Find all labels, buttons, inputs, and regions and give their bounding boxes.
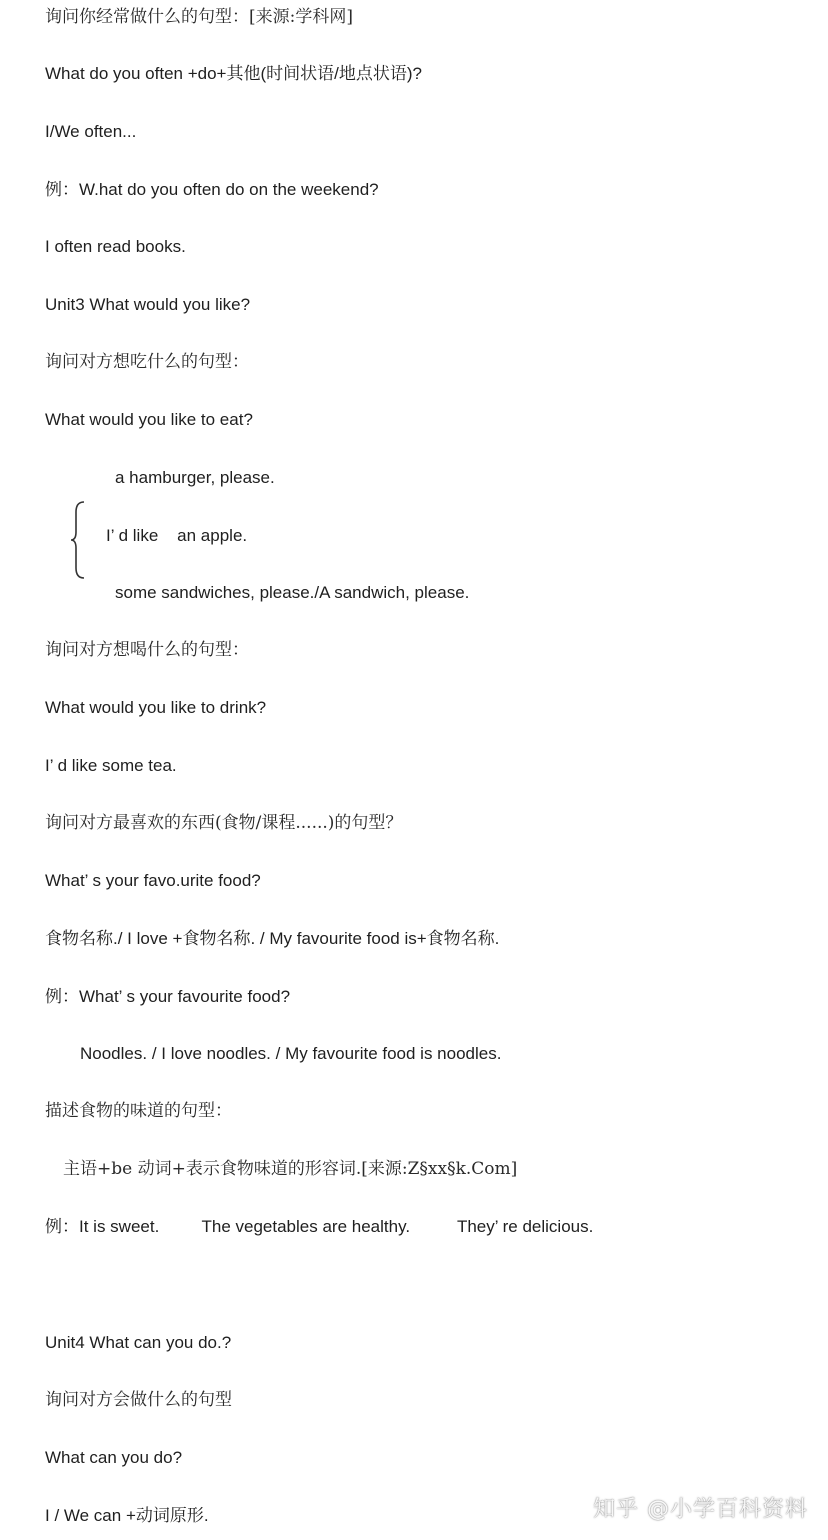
text-line-2: What do you often +do+其他(时间状语/地点状语)? <box>45 64 422 83</box>
text-line-10: I’ d like an apple. <box>106 526 248 545</box>
text-line-17: 食物名称./ I love +食物名称. / My favourite food is+食物名称. <box>45 929 500 948</box>
text-line-5: I often read books. <box>45 237 186 256</box>
text-line-16: What’ s your favo.urite food? <box>45 871 261 890</box>
unit3-heading: Unit3 What would you like? <box>45 295 251 314</box>
text-line-25: What can you do? <box>45 1448 183 1467</box>
text-line-4: 例：W.hat do you often do on the weekend? <box>45 180 379 199</box>
text-line-1: 询问你经常做什么的句型：[来源:学科网] <box>45 7 353 27</box>
text-line-9: a hamburger, please. <box>115 468 275 487</box>
text-line-7: 询问对方想吃什么的句型： <box>45 352 249 372</box>
text-line-15: 询问对方最喜欢的东西(食物/课程......)的句型？ <box>45 813 403 833</box>
text-line-24: 询问对方会做什么的句型 <box>45 1390 232 1410</box>
text-line-14: I’ d like some tea. <box>45 756 177 775</box>
text-line-3: I/We often... <box>45 122 137 141</box>
text-line-19: Noodles. / I love noodles. / My favourite food is noodles. <box>80 1044 502 1063</box>
text-line-13: What would you like to drink? <box>45 698 267 717</box>
unit4-heading: Unit4 What can you do.? <box>45 1333 232 1352</box>
text-line-26: I / We can +动词原形. <box>45 1506 209 1525</box>
text-line-21: 主语+be 动词+表示食物味道的形容词.[来源:Z§xx§k.Com] <box>63 1159 518 1179</box>
watermark: 知乎 @小学百科资料 <box>593 1497 808 1522</box>
text-line-22: 例：It is sweet. The vegetables are healthy. They’ re delicious. <box>45 1217 594 1236</box>
text-line-12: 询问对方想喝什么的句型： <box>45 640 249 660</box>
text-line-11: some sandwiches, please./A sandwich, please. <box>115 583 470 602</box>
curly-brace-icon <box>70 500 88 580</box>
text-line-8: What would you like to eat? <box>45 410 253 429</box>
text-line-18: 例：What’ s your favourite food? <box>45 987 291 1006</box>
text-line-20: 描述食物的味道的句型： <box>45 1101 232 1121</box>
